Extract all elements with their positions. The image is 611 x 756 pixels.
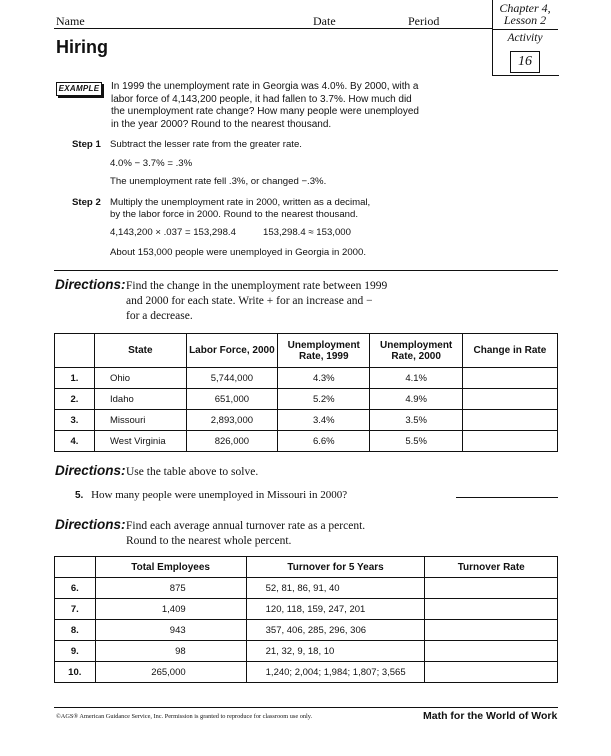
example-tag: EXAMPLE	[56, 82, 102, 96]
table-row	[55, 578, 558, 599]
state-cell: West Virginia	[94, 431, 186, 452]
example-line: labor force of 4,143,200 people, it had fallen to 3.7%. How much did	[111, 93, 412, 105]
example-line: In 1999 the unemployment rate in Georgia was 4.0%. By 2000, with a	[111, 81, 419, 92]
page-title: Hiring	[56, 37, 108, 57]
rate-2000-cell: 4.9%	[370, 389, 462, 410]
column-header: Turnover Rate	[425, 557, 558, 578]
rate-2000-cell: 5.5%	[370, 431, 462, 452]
turnover-cell: 52, 81, 86, 91, 40	[246, 578, 425, 599]
row-number: 7.	[55, 599, 96, 620]
turnover-cell: 120, 118, 159, 247, 201	[246, 599, 425, 620]
directions1-line: Find the change in the unemployment rate between 1999	[126, 280, 388, 292]
step1-text: Subtract the lesser rate from the greater rate.	[110, 139, 302, 150]
labor-force-cell: 651,000	[186, 389, 277, 410]
directions1-line: and 2000 for each state. Write + for an increase and −	[126, 295, 373, 307]
example-text	[111, 81, 451, 131]
column-header	[55, 334, 95, 368]
name-date-period-line[interactable]	[54, 28, 492, 29]
table-header-row	[55, 334, 558, 368]
book-title: Math for the World of Work	[423, 710, 558, 722]
step2-label: Step 2	[72, 197, 101, 208]
step2-calc-round: 153,298.4 ≈ 153,000	[263, 227, 351, 238]
copyright-notice: ©AGS® American Guidance Service, Inc. Permission is granted to reproduce for classroom use only.	[56, 713, 313, 720]
question-5-answer-line[interactable]	[456, 497, 558, 498]
row-number: 4.	[55, 431, 95, 452]
lesson-label: Lesson 2	[503, 13, 547, 27]
table-row	[55, 368, 558, 389]
step1-result: The unemployment rate fell .3%, or changed −.3%.	[110, 176, 327, 187]
row-number: 9.	[55, 641, 96, 662]
table-row	[55, 599, 558, 620]
question-text: How many people were unemployed in Missouri in 2000?	[91, 489, 348, 501]
rate-1999-cell: 6.6%	[278, 431, 370, 452]
state-cell: Missouri	[94, 410, 186, 431]
column-header: Unemployment Rate, 1999	[278, 334, 370, 368]
question-number: 5.	[75, 490, 84, 501]
turnover-rate-answer-cell[interactable]	[425, 578, 558, 599]
employees-cell: 943	[95, 620, 246, 641]
unemployment-table	[54, 333, 558, 452]
labor-force-cell: 5,744,000	[186, 368, 277, 389]
directions2-label: Directions:	[55, 463, 126, 478]
date-label: Date	[313, 14, 336, 28]
step2-calc-multiply: 4,143,200 × .037 = 153,298.4	[110, 227, 236, 238]
state-cell: Ohio	[94, 368, 186, 389]
turnover-table	[54, 556, 558, 683]
change-answer-cell[interactable]	[462, 431, 557, 452]
chapter-lesson	[492, 2, 558, 26]
employees-cell: 875	[95, 578, 246, 599]
state-cell: Idaho	[94, 389, 186, 410]
chapter-label: Chapter 4,	[499, 1, 551, 15]
footer-divider	[54, 707, 558, 708]
rate-1999-cell: 5.2%	[278, 389, 370, 410]
example-line: the unemployment rate change? How many people were unemployed	[111, 106, 419, 117]
row-number: 3.	[55, 410, 95, 431]
table-row	[55, 410, 558, 431]
row-number: 8.	[55, 620, 96, 641]
employees-cell: 265,000	[95, 662, 246, 683]
change-answer-cell[interactable]	[462, 368, 557, 389]
table-row	[55, 620, 558, 641]
table-row	[55, 389, 558, 410]
activity-label: Activity	[507, 32, 543, 44]
column-header: Turnover for 5 Years	[246, 557, 425, 578]
column-header: State	[94, 334, 186, 368]
step2-text	[110, 197, 370, 221]
turnover-cell: 357, 406, 285, 296, 306	[246, 620, 425, 641]
step1-label: Step 1	[72, 139, 101, 150]
step2-line: by the labor force in 2000. Round to the nearest thousand.	[110, 209, 359, 220]
table-row	[55, 431, 558, 452]
change-answer-cell[interactable]	[462, 410, 557, 431]
table-row	[55, 662, 558, 683]
rate-1999-cell: 4.3%	[278, 368, 370, 389]
activity-number: 16	[510, 51, 540, 73]
example-line: in the year 2000? Round to the nearest thousand.	[111, 118, 332, 130]
employees-cell: 1,409	[95, 599, 246, 620]
directions3-line: Find each average annual turnover rate as a percent.	[126, 520, 366, 532]
table-header-row	[55, 557, 558, 578]
turnover-rate-answer-cell[interactable]	[425, 599, 558, 620]
rate-2000-cell: 3.5%	[370, 410, 462, 431]
turnover-rate-answer-cell[interactable]	[425, 620, 558, 641]
question-5	[75, 489, 347, 501]
row-number: 6.	[55, 578, 96, 599]
step1-calc: 4.0% − 3.7% = .3%	[110, 158, 193, 169]
rate-2000-cell: 4.1%	[370, 368, 462, 389]
directions1-text	[126, 279, 387, 324]
column-header: Unemployment Rate, 2000	[370, 334, 462, 368]
column-header	[55, 557, 96, 578]
employees-cell: 98	[95, 641, 246, 662]
turnover-rate-answer-cell[interactable]	[425, 641, 558, 662]
chapter-divider	[492, 29, 558, 30]
section-divider	[54, 270, 558, 271]
labor-force-cell: 826,000	[186, 431, 277, 452]
row-number: 1.	[55, 368, 95, 389]
step2-result: About 153,000 people were unemployed in Georgia in 2000.	[110, 247, 367, 258]
row-number: 10.	[55, 662, 96, 683]
column-header: Labor Force, 2000	[186, 334, 277, 368]
row-number: 2.	[55, 389, 95, 410]
period-label: Period	[408, 14, 440, 28]
directions2-text: Use the table above to solve.	[126, 466, 259, 478]
directions3-text	[126, 519, 365, 549]
column-header: Change in Rate	[462, 334, 557, 368]
labor-force-cell: 2,893,000	[186, 410, 277, 431]
directions1-line: for a decrease.	[126, 310, 193, 322]
directions3-label: Directions:	[55, 517, 126, 532]
directions3-line: Round to the nearest whole percent.	[126, 535, 292, 547]
change-answer-cell[interactable]	[462, 389, 557, 410]
turnover-rate-answer-cell[interactable]	[425, 662, 558, 683]
turnover-cell: 21, 32, 9, 18, 10	[246, 641, 425, 662]
column-header: Total Employees	[95, 557, 246, 578]
name-label: Name	[56, 14, 85, 28]
rate-1999-cell: 3.4%	[278, 410, 370, 431]
step2-line: Multiply the unemployment rate in 2000, written as a decimal,	[110, 197, 371, 208]
table-row	[55, 641, 558, 662]
turnover-cell: 1,240; 2,004; 1,984; 1,807; 3,565	[246, 662, 425, 683]
directions1-label: Directions:	[55, 277, 126, 292]
